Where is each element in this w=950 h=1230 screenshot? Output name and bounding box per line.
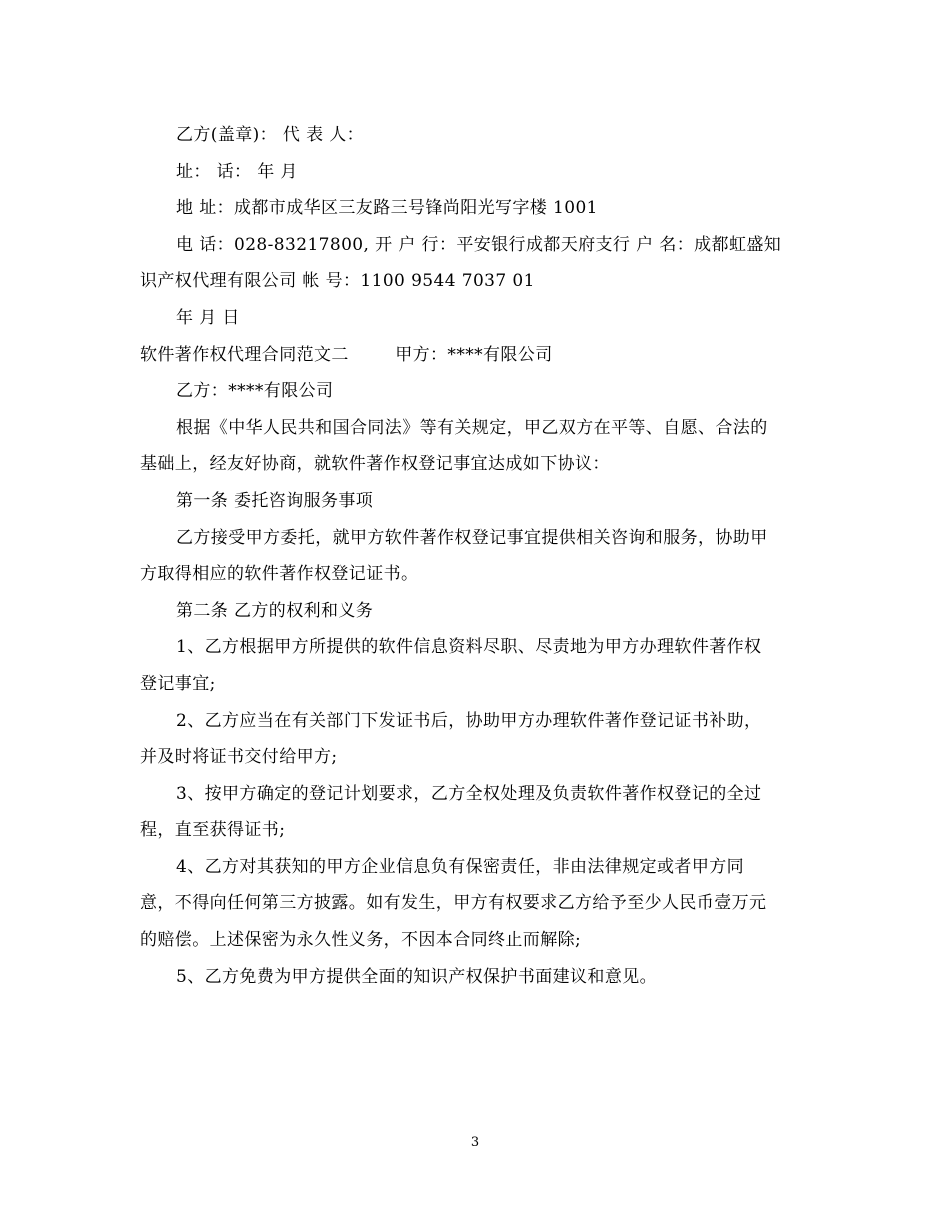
article-1-text-1: 乙方接受甲方委托，就甲方软件著作权登记事宜提供相关咨询和服务，协助甲 — [176, 527, 768, 548]
clause-3-line-1: 3、按甲方确定的登记计划要求，乙方全权处理及负责软件著作权登记的全过 — [176, 783, 762, 804]
preamble-line-2: 基础上，经友好协商，就软件著作权登记事宜达成如下协议： — [140, 454, 610, 475]
clause-4-line-1: 4、乙方对其获知的甲方企业信息负有保密责任，非由法律规定或者甲方同 — [176, 856, 745, 877]
page-number: 3 — [470, 1135, 480, 1150]
phone-bank-line: 电 话：028-83217800, 开 户 行：平安银行成都天府支行 户 名：成都虹盛知 — [176, 234, 782, 255]
clause-4-line-3: 的赔偿。上述保密为永久性义务，不因本合同终止而解除; — [140, 930, 582, 951]
article-1-heading: 第一条 委托咨询服务事项 — [176, 490, 374, 511]
address-line: 地 址：成都市成华区三友路三号锋尚阳光写字楼 1001 — [176, 198, 598, 219]
clause-1-line-1: 1、乙方根据甲方所提供的软件信息资料尽职、尽责地为甲方办理软件著作权 — [176, 637, 762, 658]
contract-title-line: 软件著作权代理合同范文二 甲方：****有限公司 — [140, 344, 553, 365]
clause-5-line-1: 5、乙方免费为甲方提供全面的知识产权保护书面建议和意见。 — [176, 966, 658, 987]
preamble-line-1: 根据《中华人民共和国合同法》等有关规定，甲乙双方在平等、自愿、合法的 — [176, 417, 768, 438]
clause-3-line-2: 程，直至获得证书; — [140, 820, 286, 841]
address-phone-date-line: 址： 话： 年 月 — [176, 161, 298, 182]
clause-2-line-2: 并及时将证书交付给甲方; — [140, 747, 338, 768]
date-line: 年 月 日 — [176, 307, 240, 328]
party-b-line: 乙方：****有限公司 — [176, 381, 334, 402]
clause-1-line-2: 登记事宜; — [140, 673, 216, 694]
article-1-text-2: 方取得相应的软件著作权登记证书。 — [140, 564, 419, 585]
clause-4-line-2: 意，不得向任何第三方披露。如有发生，甲方有权要求乙方给予至少人民币壹万元 — [140, 893, 767, 914]
account-line: 识产权代理有限公司 帐 号：1100 9544 7037 01 — [140, 271, 535, 292]
signature-line: 乙方(盖章)： 代 表 人： — [176, 125, 365, 145]
document-body — [140, 117, 812, 995]
article-2-heading: 第二条 乙方的权利和义务 — [176, 600, 374, 621]
clause-2-line-1: 2、乙方应当在有关部门下发证书后，协助甲方办理软件著作登记证书补助， — [176, 710, 762, 731]
